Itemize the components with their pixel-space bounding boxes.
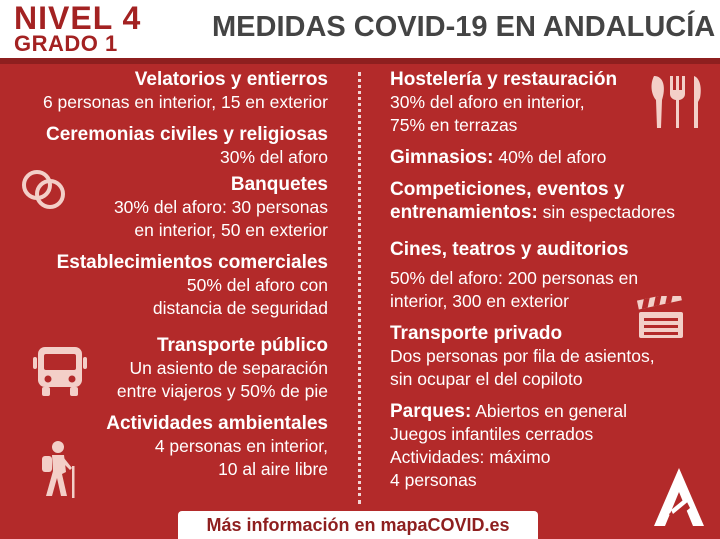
- comercio-title: Establecimientos comerciales: [56, 252, 328, 273]
- actividades-line-1: 4 personas en interior,: [154, 436, 328, 456]
- velatorios-line-1: 6 personas en interior, 15 en exterior: [42, 92, 328, 112]
- footer-link[interactable]: Más información en mapaCOVID.es: [178, 511, 538, 539]
- transporte-privado-line-1: Dos personas por fila de asientos,: [390, 346, 655, 366]
- actividades-title: Actividades ambientales: [106, 413, 328, 434]
- gimnasios-block: [390, 146, 715, 169]
- competiciones-title-2: entrenamientos:: [390, 202, 538, 223]
- column-divider: [358, 72, 361, 504]
- cutlery-icon: [648, 74, 704, 130]
- transporte-publico-line-1: Un asiento de separación: [129, 358, 328, 378]
- banquetes-line-2: en interior, 50 en exterior: [134, 220, 328, 240]
- velatorios-title: Velatorios y entierros: [134, 69, 328, 90]
- parques-text: Abiertos en general: [471, 401, 627, 421]
- gimnasios-title: Gimnasios:: [390, 147, 494, 168]
- gimnasios-text: 40% del aforo: [493, 147, 607, 167]
- competiciones-title-1: Competiciones, eventos y: [390, 179, 625, 200]
- clapperboard-icon: [636, 296, 686, 340]
- cines-title: Cines, teatros y auditorios: [390, 239, 629, 260]
- parques-line-3: 4 personas: [390, 470, 477, 490]
- competiciones-text: sin espectadores: [537, 202, 675, 222]
- junta-logo-icon: [652, 466, 706, 528]
- right-column: [390, 68, 715, 492]
- transporte-publico-title: Transporte público: [156, 335, 328, 356]
- left-column: [0, 68, 328, 490]
- comercio-line-2: distancia de seguridad: [152, 298, 328, 318]
- hosteleria-line-2: 75% en terrazas: [390, 115, 518, 135]
- header-banner: [0, 0, 720, 58]
- parques-title: Parques:: [390, 401, 472, 422]
- bus-icon: [33, 343, 87, 399]
- ceremonias-line-1: 30% del aforo: [220, 147, 328, 167]
- transporte-publico-line-2: entre viajeros y 50% de pie: [116, 381, 328, 401]
- hosteleria-line-1: 30% del aforo en interior,: [390, 92, 585, 112]
- hosteleria-title: Hostelería y restauración: [390, 69, 618, 90]
- actividades-line-2: 10 al aire libre: [218, 459, 328, 479]
- rings-icon: [18, 164, 70, 214]
- comercio-line-1: 50% del aforo con: [186, 275, 328, 295]
- competiciones-block: [390, 178, 715, 224]
- header-accent: [0, 58, 720, 64]
- hiker-icon: [34, 440, 80, 500]
- banquetes-line-1: 30% del aforo: 30 personas: [113, 197, 328, 217]
- grade-label: GRADO 1: [14, 31, 118, 56]
- comercio-block: [0, 251, 328, 320]
- level-label: NIVEL 4: [14, 0, 142, 36]
- page-title: MEDIDAS COVID-19 EN ANDALUCÍA: [212, 11, 716, 43]
- transporte-privado-title: Transporte privado: [390, 323, 563, 344]
- velatorios-block: [0, 68, 328, 114]
- parques-line-1: Juegos infantiles cerrados: [390, 424, 594, 444]
- banquetes-title: Banquetes: [230, 174, 328, 195]
- ceremonias-block: [0, 123, 328, 169]
- transporte-privado-line-2: sin ocupar el del copiloto: [390, 369, 583, 389]
- cines-line-2: interior, 300 en exterior: [390, 291, 569, 311]
- parques-line-2: Actividades: máximo: [390, 447, 551, 467]
- cines-line-1: 50% del aforo: 200 personas en: [390, 268, 639, 288]
- ceremonias-title: Ceremonias civiles y religiosas: [46, 124, 328, 145]
